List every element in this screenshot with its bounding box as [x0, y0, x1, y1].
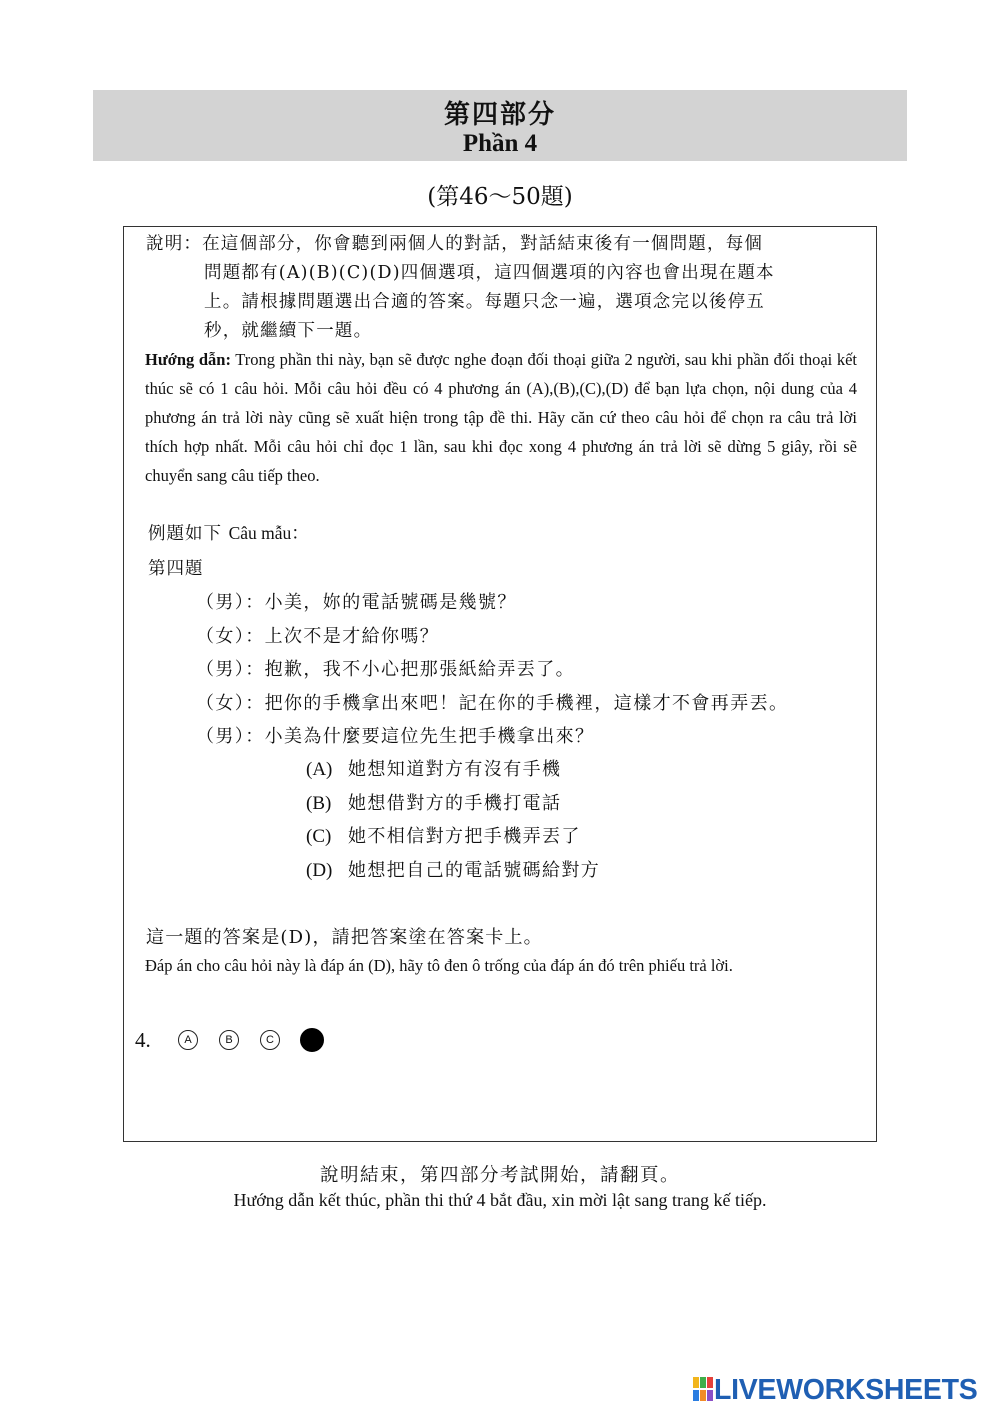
dialog-line: （男）：小美為什麼要這位先生把手機拿出來？ [196, 726, 595, 747]
example-question-label: 第四題 [148, 559, 204, 579]
option-text: 她想知道對方有沒有手機 [348, 759, 562, 780]
example-label-vi: Câu mẫu： [228, 523, 309, 543]
option-letter: (D) [306, 859, 333, 881]
answer-note-vi: Đáp án cho câu hỏi này là đáp án (D), hãy tô đen ô trống của đáp án đó trên phiếu trả lời. [145, 956, 733, 975]
question-range: (第46～50題) [427, 184, 573, 210]
example-options [306, 755, 600, 889]
section-title-zh: 第四部分 [443, 100, 556, 130]
instructions-vi [145, 345, 857, 490]
option-letter: (C) [306, 826, 332, 847]
answer-bubble-d-filled[interactable] [300, 1028, 324, 1052]
instructions-vi-label: Hướng dẫn: [145, 350, 231, 369]
option-text: 她想借對方的手機打電話 [348, 792, 562, 814]
option-d [306, 856, 600, 890]
section-title-vi: Phần 4 [462, 130, 538, 157]
dialog-line: （女）：把你的手機拿出來吧！記在你的手機裡，這樣才不會再弄丟。 [196, 692, 789, 714]
dialog-line: （男）：小美，妳的電話號碼是幾號？ [196, 592, 517, 613]
sample-question-number: 4. [135, 1028, 151, 1052]
footer-note-zh: 說明結束，第四部分考試開始，請翻頁。 [319, 1165, 680, 1186]
footer-note-vi: Hướng dẫn kết thúc, phần thi thứ 4 bắt đầu, xin mời lật sang trang kế tiếp. [233, 1190, 767, 1210]
option-letter: (B) [306, 792, 332, 814]
option-b [306, 789, 600, 823]
section-header [93, 90, 907, 161]
instructions-zh-prefix: 說明： [146, 234, 203, 254]
dialog-line: （女）：上次不是才給你嗎？ [196, 625, 440, 647]
instructions-zh-line: 上。請根據問題選出合適的答案。每題只念一遍，選項念完以後停五 [204, 292, 765, 312]
example-dialog [196, 588, 876, 756]
instructions-zh-line: 在這個部分，你會聽到兩個人的對話，對話結束後有一個問題，每個 [202, 234, 764, 254]
option-text: 她想把自己的電話號碼給對方 [348, 859, 601, 881]
dialog-line: （男）：抱歉，我不小心把那張紙給弄丟了。 [196, 659, 575, 680]
instructions-zh-line: 秒，就繼續下一題。 [204, 321, 373, 341]
answer-bubble-a[interactable]: A [178, 1030, 198, 1050]
instructions-vi-text: Trong phần thi này, bạn sẽ được nghe đoạn đối thoại giữa 2 người, sau khi phần đối thoại kết thúc sẽ có 1 câu hỏi. Mỗi câu hỏi đều có 4 phương án (A),(B),(C),(D) để bạn lựa chọn, nội dung của 4 phương án trả lời này cũng sẽ xuất hiện trong tập đề thi. Hãy căn cứ theo câu hỏi để chọn ra câu trả lời thích hợp nhất. Mỗi câu hỏi chỉ đọc 1 lần, sau khi đọc xong 4 phương án trả lời sẽ dừng 5 giây, rồi sẽ chuyển sang câu tiếp theo. [145, 350, 857, 485]
liveworksheets-logo-text: LIVEWORKSHEETS [714, 1374, 978, 1406]
option-text: 她不相信對方把手機弄丟了 [348, 826, 581, 847]
liveworksheets-logo-icon [692, 1376, 714, 1402]
instructions-zh [146, 230, 858, 346]
answer-note-zh: 這一題的答案是(D)，請把答案塗在答案卡上。 [146, 927, 543, 948]
example-label [148, 520, 309, 545]
answer-bubble-b[interactable]: B [219, 1030, 239, 1050]
answer-bubble-c[interactable]: C [260, 1030, 280, 1050]
option-a [306, 755, 600, 789]
option-letter: (A) [306, 759, 333, 780]
example-label-zh: 例題如下 [148, 524, 222, 544]
instructions-zh-line: 問題都有(A)(B)(C)(D)四個選項，這四個選項的內容也會出現在題本 [204, 263, 775, 283]
option-c [306, 822, 600, 856]
